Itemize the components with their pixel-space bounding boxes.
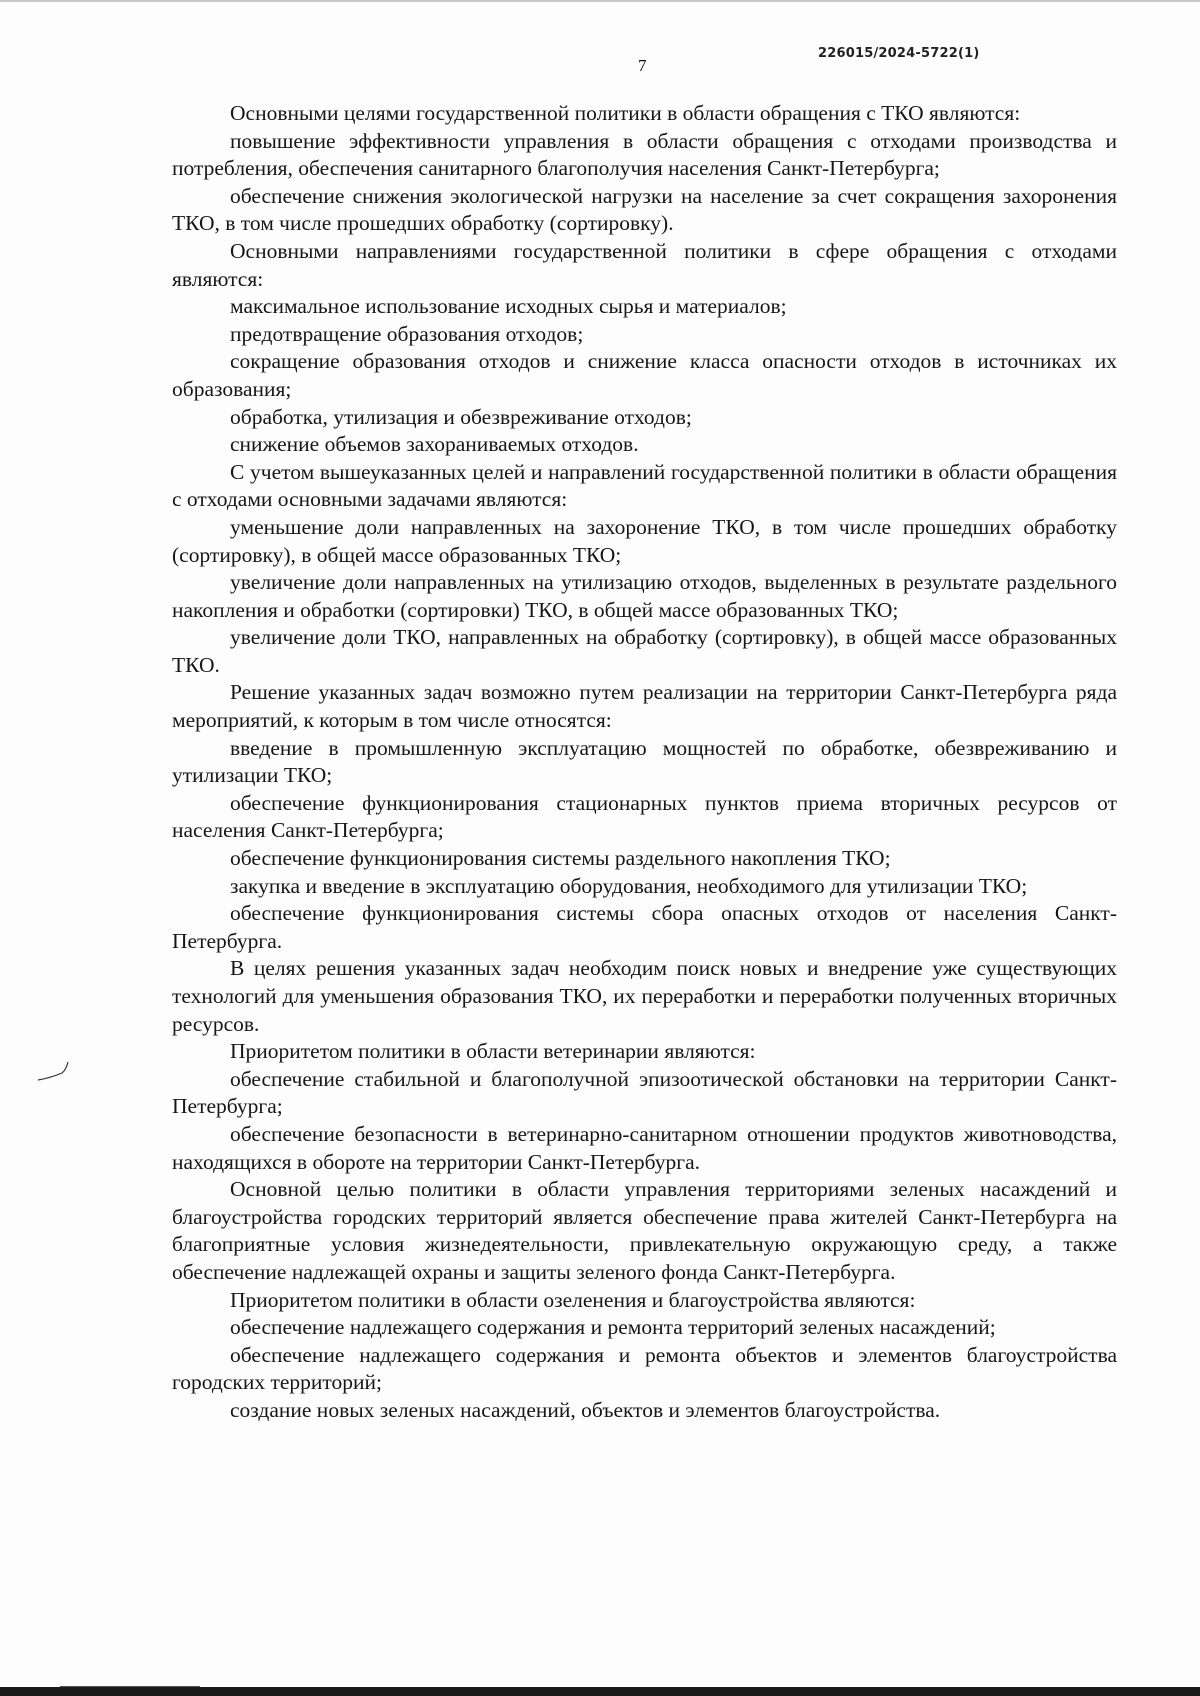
paragraph: уменьшение доли направленных на захоронение ТКО, в том числе прошедших обработку (сортировку), в общей массе образованных ТКО; (172, 514, 1117, 567)
paragraph: Приоритетом политики в области озеленения и благоустройства являются: (230, 1287, 916, 1312)
page-number: 7 (638, 56, 647, 75)
paragraph: введение в промышленную эксплуатацию мощностей по обработке, обезвреживанию и утилизации ТКО; (172, 735, 1117, 788)
paragraph: обеспечение безопасности в ветеринарно-санитарном отношении продуктов животноводства, находящихся в обороте на территории Санкт-Петербурга. (172, 1121, 1117, 1174)
paragraph: создание новых зеленых насаждений, объектов и элементов благоустройства. (230, 1397, 941, 1422)
paragraph: обеспечение надлежащего содержания и ремонта объектов и элементов благоустройства городских территорий; (172, 1342, 1117, 1395)
bottom-edge-bar (0, 1687, 1200, 1696)
paragraph: обеспечение функционирования системы сбора опасных отходов от населения Санкт-Петербурга. (172, 901, 1117, 953)
paragraph: С учетом вышеуказанных целей и направлений государственной политики в области обращения с отходами основными задачами являются: (172, 459, 1117, 512)
paragraph: Решение указанных задач возможно путем реализации на территории Санкт-Петербурга ряда мероприятий, к которым в том числе относятся: (172, 680, 1117, 733)
paragraph: снижение объемов захораниваемых отходов. (230, 432, 639, 457)
paragraph: обеспечение надлежащего содержания и ремонта территорий зеленых насаждений; (230, 1315, 996, 1340)
paragraph: повышение эффективности управления в области обращения с отходами производства и потребления, обеспечения санитарного благополучия населения Санкт-Петербурга; (172, 128, 1117, 181)
paragraph: обеспечение функционирования системы раздельного накопления ТКО; (230, 846, 891, 871)
paragraph: предотвращение образования отходов; (230, 321, 584, 346)
top-edge-line (0, 0, 1200, 2)
paragraph: увеличение доли ТКО, направленных на обработку (сортировку), в общей массе образованных ТКО. (172, 625, 1117, 677)
paragraph: сокращение образования отходов и снижение класса опасности отходов в источниках их образования; (172, 349, 1117, 401)
document-body (172, 100, 1117, 1425)
paragraph: Основными целями государственной политики в области обращения с ТКО являются: (230, 101, 1021, 125)
paragraph: обработка, утилизация и обезвреживание отходов; (230, 404, 692, 429)
paragraph: Основными направлениями государственной политики в сфере обращения с отходами являются: (172, 238, 1117, 291)
paragraph: обеспечение функционирования стационарных пунктов приема вторичных ресурсов от населения Санкт-Петербурга; (172, 790, 1117, 843)
paragraph: увеличение доли направленных на утилизацию отходов, выделенных в результате раздельного накопления и обработки (сортировки) ТКО, в общей массе образованных ТКО; (172, 570, 1117, 622)
paragraph: закупка и введение в эксплуатацию оборудования, необходимого для утилизации ТКО; (230, 873, 1028, 898)
paragraph: В целях решения указанных задач необходим поиск новых и внедрение уже существующих технологий для уменьшения образования ТКО, их переработки и переработки полученных вторичных ресурсов. (172, 956, 1117, 1036)
paragraph: Приоритетом политики в области ветеринарии являются: (230, 1039, 756, 1064)
paragraph: обеспечение снижения экологической нагрузки на население за счет сокращения захоронения ТКО, в том числе прошедших обработку (сортировку). (172, 183, 1117, 236)
paragraph: максимальное использование исходных сырья и материалов; (230, 294, 787, 319)
paragraph: Основной целью политики в области управления территориями зеленых насаждений и благоустройства городских территорий является обеспечение права жителей Санкт-Петербурга на благоприятные условия жизнедеятельности, привлекательную окружающую среду, а также обеспечение надлежащей охраны и защиты зеленого фонда Санкт-Петербурга. (172, 1177, 1117, 1284)
document-id: 226015/2024-5722(1) (818, 46, 980, 61)
pen-mark-icon (36, 1060, 76, 1084)
paragraph: обеспечение стабильной и благополучной эпизоотической обстановки на территории Санкт-Петербурга; (172, 1066, 1117, 1119)
